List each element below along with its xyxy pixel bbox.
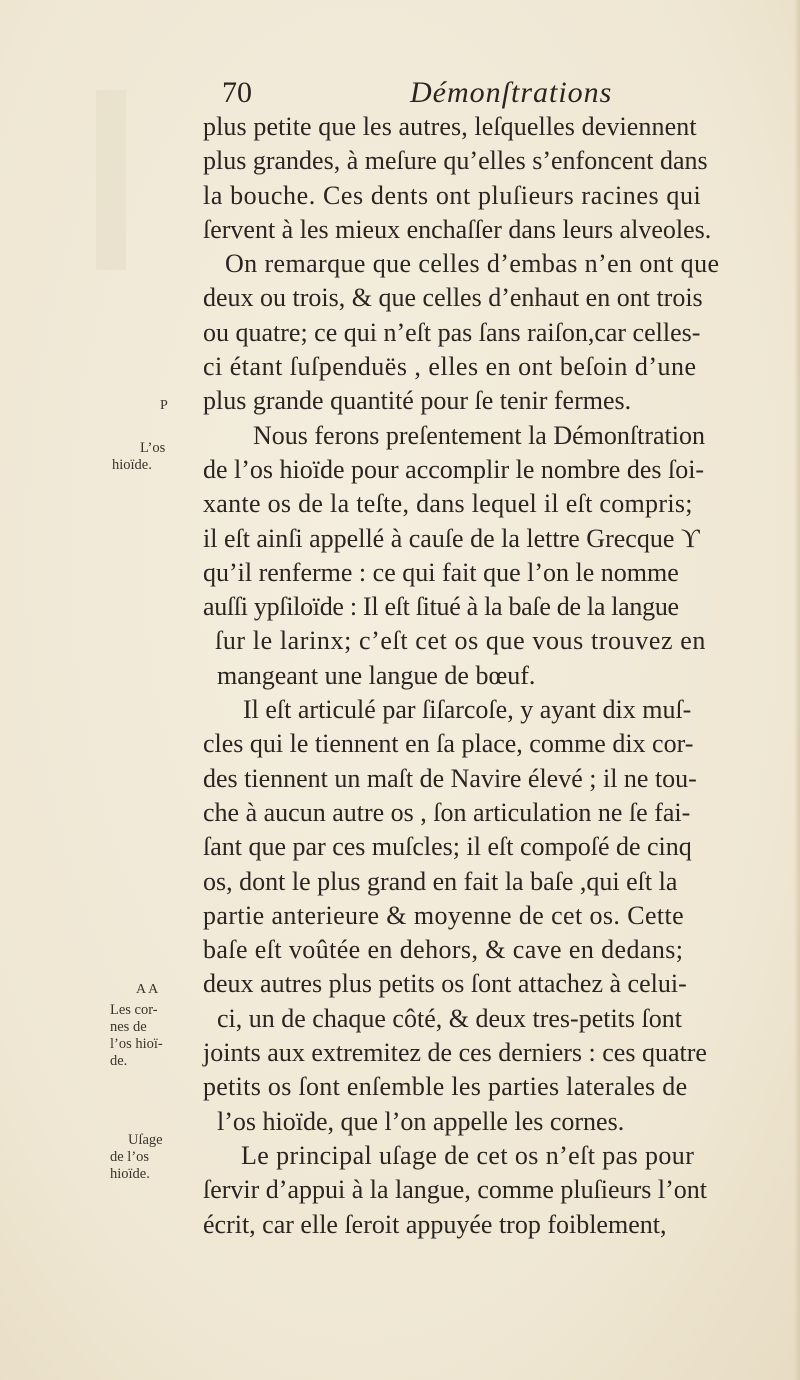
text-line: ſervent à les mieux enchaſſer dans leurs alveoles.: [203, 214, 712, 244]
text-line: baſe eſt voûtée en dehors, & cave en dedans;: [203, 935, 684, 965]
text-line: ci étant ſuſpenduës , elles en ont beſoin d’une: [203, 352, 697, 382]
text-line: l’os hioïde, que l’on appelle les cornes.: [217, 1106, 625, 1136]
margin-note-horns: [110, 1002, 202, 1070]
text-line: la bouche. Ces dents ont pluſieurs racines qui: [203, 180, 702, 210]
text-line: On remarque que celles d’embas n’en ont que: [225, 249, 720, 279]
text-line: ſant que par ces muſcles; il eſt compoſé de cinq: [203, 832, 692, 862]
text-line: plus grandes, à meſure qu’elles s’enfoncent dans: [203, 146, 708, 176]
text-line: qu’il renferme : ce qui fait que l’on le nomme: [203, 557, 679, 587]
text-line: joints aux extremitez de ces derniers : ces quatre: [203, 1038, 707, 1068]
text-line: ci, un de chaque côté, & deux tres-petits ſont: [217, 1003, 682, 1033]
margin-note-usage: [110, 1132, 202, 1183]
text-line: écrit, car elle ſeroit appuyée trop foiblement,: [203, 1209, 667, 1239]
text-line: ſur le larinx; c’eſt cet os que vous trouvez en: [215, 626, 706, 656]
text-line: deux ou trois, & que celles d’enhaut en ont trois: [203, 283, 703, 313]
margin-key-p: P: [160, 398, 168, 413]
page-edge-shadow: [794, 0, 800, 1380]
text-line: Nous ferons preſentement la Démonſtration: [253, 420, 705, 450]
text-line: plus petite que les autres, leſquelles deviennent: [203, 112, 697, 141]
margin-note-line: L’os: [140, 440, 166, 456]
text-line: cles qui le tiennent en ſa place, comme dix cor-: [203, 729, 694, 759]
text-line: petits os ſont enſemble les parties laterales de: [203, 1072, 688, 1102]
margin-note-line: de.: [110, 1053, 128, 1069]
margin-note-line: Les cor-: [110, 1002, 158, 1018]
text-line: os, dont le plus grand en fait la baſe ,qui eſt la: [203, 866, 678, 896]
margin-note-line: de l’os: [110, 1149, 150, 1165]
text-line: Il eſt articulé par ſiſarcoſe, y ayant dix muſ-: [243, 695, 692, 725]
margin-note-line: Uſage: [128, 1132, 163, 1148]
text-line: Le principal uſage de cet os n’eſt pas pour: [241, 1140, 695, 1170]
text-line: deux autres plus petits os ſont attachez à celui-: [203, 969, 687, 999]
text-line: il eſt ainſi appellé à cauſe de la lettre Grecque ϒ: [203, 523, 700, 553]
text-line: xante os de la teſte, dans lequel il eſt compris;: [203, 489, 693, 519]
page-number: 70: [222, 76, 252, 109]
margin-note-line: nes de: [110, 1019, 147, 1035]
text-line: de l’os hioïde pour accomplir le nombre des ſoi-: [203, 454, 705, 484]
margin-key-aa: A A: [136, 982, 159, 997]
text-line: ſervir d’appui à la langue, comme pluſieurs l’ont: [203, 1175, 707, 1205]
text-line: che à aucun autre os , ſon articulation ne ſe fai-: [203, 797, 691, 827]
text-line: partie anterieure & moyenne de cet os. Cette: [203, 900, 685, 930]
main-text: [203, 110, 783, 1242]
text-line: des tiennent un maſt de Navire élevé ; il ne tou-: [203, 763, 697, 793]
text-line: auſſi ypſiloïde : Il eſt ſitué à la baſe de la langue: [203, 592, 679, 622]
text-line: plus grande quantité pour ſe tenir fermes.: [203, 386, 632, 416]
text-line: mangeant une langue de bœuf.: [217, 660, 536, 690]
margin-note-line: l’os hioï-: [110, 1036, 163, 1052]
margin-note-line: hioïde.: [110, 1166, 150, 1182]
margin-smudge: [96, 90, 126, 270]
text-line: ou quatre; ce qui n’eſt pas ſans raiſon,car celles-: [203, 317, 701, 347]
running-title: Démonſtrations: [410, 76, 613, 109]
margin-note-hyoid: [112, 440, 204, 474]
margin-note-line: hioïde.: [112, 457, 152, 473]
